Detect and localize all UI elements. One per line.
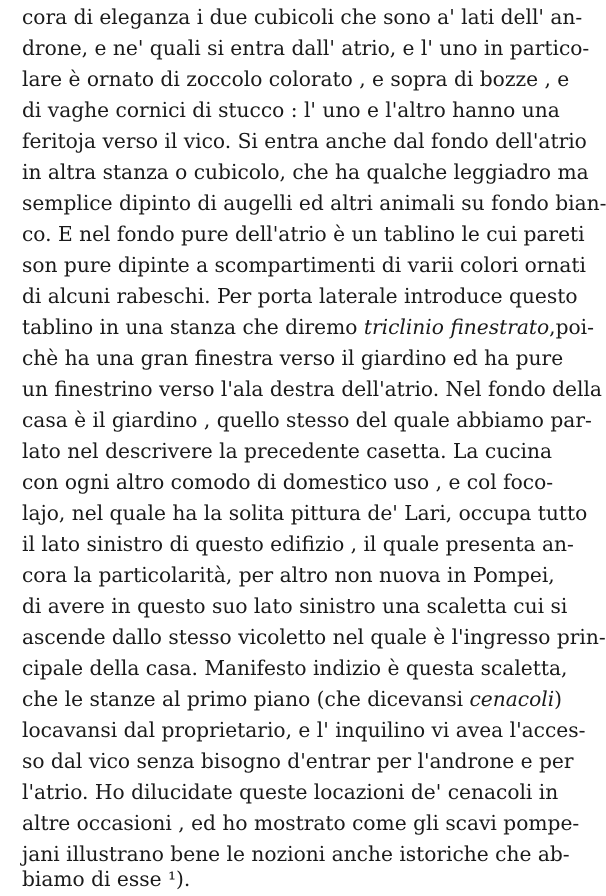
text-line: semplice dipinto di augelli ed altri animali su fondo bian- [22, 191, 606, 215]
italic-term: cenacoli [469, 687, 555, 711]
text-line [22, 682, 563, 716]
text-line: con ogni altro comodo di domestico uso , e col foco- [22, 470, 554, 494]
text-line: in altra stanza o cubicolo, che ha qualche leggiadro ma [22, 160, 589, 184]
text-line [22, 310, 594, 344]
text-run: che le stanze al primo piano (che dicevansi [22, 687, 470, 711]
text-line: so dal vico senza bisogno d'entrar per l'androne e per [22, 749, 574, 773]
text-line-last: biamo di esse ¹). [22, 867, 191, 891]
text-line: lajo, nel quale ha la solita pittura de' Lari, occupa tutto [22, 501, 588, 525]
text-line: di alcuni rabeschi. Per porta laterale introduce questo [22, 284, 578, 308]
text-line: cora la particolarità, per altro non nuova in Pompei, [22, 563, 555, 587]
text-line: cora di eleganza i due cubicoli che sono a' lati dell' an- [22, 5, 583, 29]
text-run: tablino in una stanza che diremo [22, 315, 364, 339]
text-line: son pure dipinte a scompartimenti di varii colori ornati [22, 253, 586, 277]
text-line: di avere in questo suo lato sinistro una scaletta cui si [22, 594, 568, 618]
text-line: di vaghe cornici di stucco : l' uno e l'altro hanno una [22, 98, 560, 122]
text-line: lare è ornato di zoccolo colorato , e sopra di bozze , e [22, 67, 570, 91]
text-line: co. E nel fondo pure dell'atrio è un tablino le cui pareti [22, 222, 585, 246]
text-line: feritoja verso il vico. Si entra anche dal fondo dell'atrio [22, 129, 587, 153]
text-line: chè ha una gran finestra verso il giardino ed ha pure [22, 346, 564, 370]
text-line: altre occasioni , ed ho mostrato come gli scavi pompe- [22, 811, 580, 835]
text-run: ,poi- [549, 315, 594, 339]
text-line: ascende dallo stesso vicoletto nel quale è l'ingresso prin- [22, 625, 606, 649]
text-line: lato nel descrivere la precedente casetta. La cucina [22, 439, 552, 463]
text-line: l'atrio. Ho dilucidate queste locazioni de' cenacoli in [22, 780, 559, 804]
text-line: drone, e ne' quali si entra dall' atrio, e l' uno in partico- [22, 36, 590, 60]
text-line: casa è il giardino , quello stesso del quale abbiamo par- [22, 408, 592, 432]
italic-term: triclinio finestrato [363, 315, 550, 339]
text-run: ) [554, 687, 563, 711]
text-line: un finestrino verso l'ala destra dell'atrio. Nel fondo della [22, 377, 602, 401]
text-line: jani illustrano bene le nozioni anche istoriche che ab- [22, 842, 570, 866]
text-line: il lato sinistro di questo edifizio , il quale presenta an- [22, 532, 574, 556]
text-line: cipale della casa. Manifesto indizio è questa scaletta, [22, 656, 568, 680]
text-line: locavansi dal proprietario, e l' inquilino vi avea l'acces- [22, 718, 586, 742]
